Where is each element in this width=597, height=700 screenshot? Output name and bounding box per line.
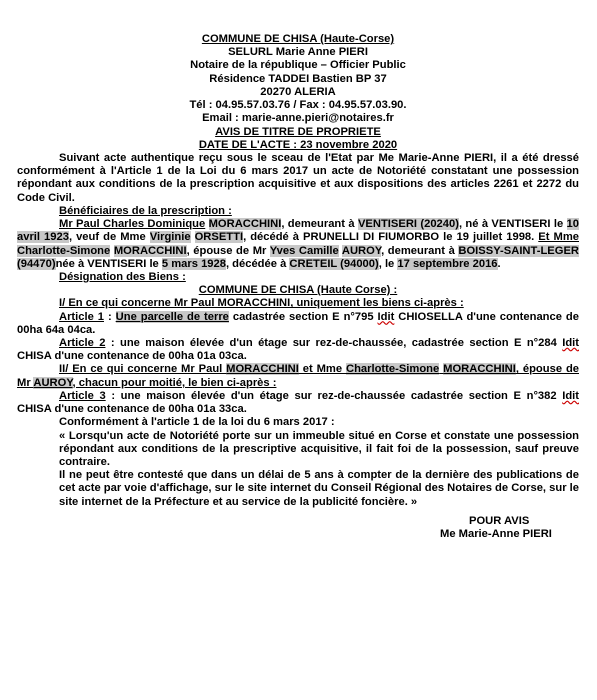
notice-header	[17, 33, 579, 152]
text-fragment: CHIOSELLA d'une contenance de 00ha 64a 04ca.	[17, 310, 579, 336]
text-fragment: : une maison élevée d'un étage sur rez-de-chaussée, cadastrée section E n°284	[105, 337, 563, 350]
part-2-spouse-surname: AUROY	[33, 376, 73, 389]
beneficiary-2-residence: BOISSY-SAINT-LEGER (94470)	[17, 244, 579, 270]
notary-phone-fax: Tél : 04.95.57.03.76 / Fax : 04.95.57.03.90.	[189, 99, 407, 112]
text-fragment: , épouse de Mr	[17, 363, 579, 389]
text-fragment: , demeurant à	[381, 244, 459, 257]
text-fragment: Et Mme	[538, 231, 579, 244]
article-1	[17, 311, 579, 337]
spouse-firstname: Virginie	[149, 231, 191, 244]
spouse-surname: ORSETTI	[194, 231, 244, 244]
part-2-surname-2: MORACCHINI	[443, 363, 516, 376]
article-3	[17, 390, 579, 416]
text-fragment	[191, 231, 195, 243]
part-2-firstname-2: Charlotte-Simone	[346, 363, 440, 376]
designation-part-2-title	[17, 363, 579, 389]
text-fragment: cadastrée section E n°795	[228, 310, 378, 323]
intro-paragraph: Suivant acte authentique reçu sous le sceau de l'Etat par Me Marie-Anne PIERI, il a été dressé conformément à l'Article 1 de la Loi du 6 mars 2017 un acte de Notoriété constatant une possession répondant aux conditions de la prescription acquisitive et aux dispositions des articles 2261 et 2272 du Code Civil.	[17, 151, 579, 204]
legal-notice-document	[17, 33, 579, 541]
beneficiary-2-birthdate: 5 mars 1928	[161, 257, 226, 270]
part-2-surname-1: MORACCHINI	[226, 363, 299, 376]
text-fragment: CHISA d'une contenance de 00ha 01a 33ca.	[17, 403, 247, 416]
beneficiary-2-surname: MORACCHINI	[113, 244, 187, 257]
beneficiary-2-spouse-firstname: Yves Camille	[269, 244, 339, 257]
text-fragment: et Mme	[298, 363, 346, 376]
beneficiary-1-birthdate: 10 avril 1923	[17, 218, 579, 244]
idit-word: Idit	[562, 389, 579, 402]
text-fragment: , épouse de Mr	[186, 244, 270, 257]
beneficiary-2-firstname: Charlotte-Simone	[17, 244, 111, 257]
text-fragment: : une maison élevée d'un étage sur rez-de-chaussée cadastrée section E n°382	[105, 389, 563, 402]
beneficiary-2-death-date: 17 septembre 2016	[397, 257, 498, 270]
deed-date: DATE DE L'ACTE : 23 novembre 2020	[198, 138, 398, 151]
beneficiaries-title: Bénéficiaires de la prescription :	[59, 204, 232, 217]
signature-name: Me Marie-Anne PIERI	[440, 528, 552, 541]
beneficiary-2-death-place: CRETEIL (94000)	[289, 257, 379, 270]
text-fragment: , décédé à PRUNELLI DI FIUMORBO le 19 juillet 1998.	[243, 231, 539, 244]
law-quote-paragraph-2: Il ne peut être contesté que dans un délai de 5 ans à compter de la dernière des publications de cet acte par voie d'affichage, sur le site internet du Conseil Régional des Notaires de Corse, sur le site internet de la Préfecture et au service de la publicité foncière. »	[59, 469, 579, 508]
article-1-highlight: Une parcelle de terre	[115, 310, 229, 323]
text-fragment: :	[104, 310, 116, 323]
text-fragment: .	[497, 257, 501, 270]
article-3-label: Article 3	[59, 389, 106, 402]
text-fragment: , chacun pour moitié, le bien ci-après :	[72, 376, 277, 389]
text-fragment: , veuf de Mme	[68, 231, 150, 244]
commune-title: COMMUNE DE CHISA (Haute-Corse)	[201, 33, 395, 45]
article-2-label: Article 2	[59, 337, 106, 350]
text-fragment: , le	[378, 257, 398, 270]
text-fragment: , décédée à	[225, 257, 290, 270]
text-fragment: née à VENTISERI le	[55, 257, 162, 270]
idit-word: Idit	[562, 337, 579, 350]
designation-commune: COMMUNE DE CHISA (Haute Corse) :	[198, 284, 398, 297]
law-reference: Conformément à l'article 1 de la loi du 6 mars 2017 :	[59, 416, 335, 429]
article-1-label: Article 1	[59, 310, 104, 323]
beneficiary-1-surname: MORACCHINI	[208, 218, 282, 231]
text-fragment: CHISA d'une contenance de 00ha 01a 03ca.	[17, 350, 247, 363]
notary-city: 20270 ALERIA	[260, 85, 336, 98]
text-fragment: , demeurant à	[281, 218, 358, 231]
beneficiary-1-name: Mr Paul Charles Dominique	[59, 218, 206, 231]
notary-office-name: SELURL Marie Anne PIERI	[228, 46, 368, 59]
notary-title: Notaire de la république – Officier Public	[190, 59, 406, 72]
text-fragment: II/ En ce qui concerne Mr Paul	[59, 363, 227, 376]
text-fragment: , né à VENTISERI le	[458, 218, 567, 231]
article-2	[17, 337, 579, 363]
notice-type-title: AVIS DE TITRE DE PROPRIETE	[215, 125, 381, 138]
designation-title: Désignation des Biens :	[59, 270, 186, 283]
designation-part-1-title: I/ En ce qui concerne Mr Paul MORACCHINI, uniquement les biens ci-après :	[59, 297, 464, 310]
beneficiary-2-spouse-surname: AUROY	[341, 244, 382, 257]
law-quote-paragraph-1: « Lorsqu'un acte de Notoriété porte sur un immeuble situé en Corse et constate une possession répondant aux conditions de la prescriptive acquisitive, il fait foi de la possession, sauf preuve contraire.	[59, 429, 579, 468]
notary-email: Email : marie-anne.pieri@notaires.fr	[202, 112, 394, 125]
idit-word: Idit	[377, 310, 395, 323]
beneficiary-1-residence: VENTISERI (20240)	[357, 218, 459, 231]
signature-pour-avis: POUR AVIS	[469, 514, 530, 527]
beneficiaries-paragraph	[17, 218, 579, 271]
notary-address: Résidence TADDEI Bastien BP 37	[209, 72, 387, 85]
